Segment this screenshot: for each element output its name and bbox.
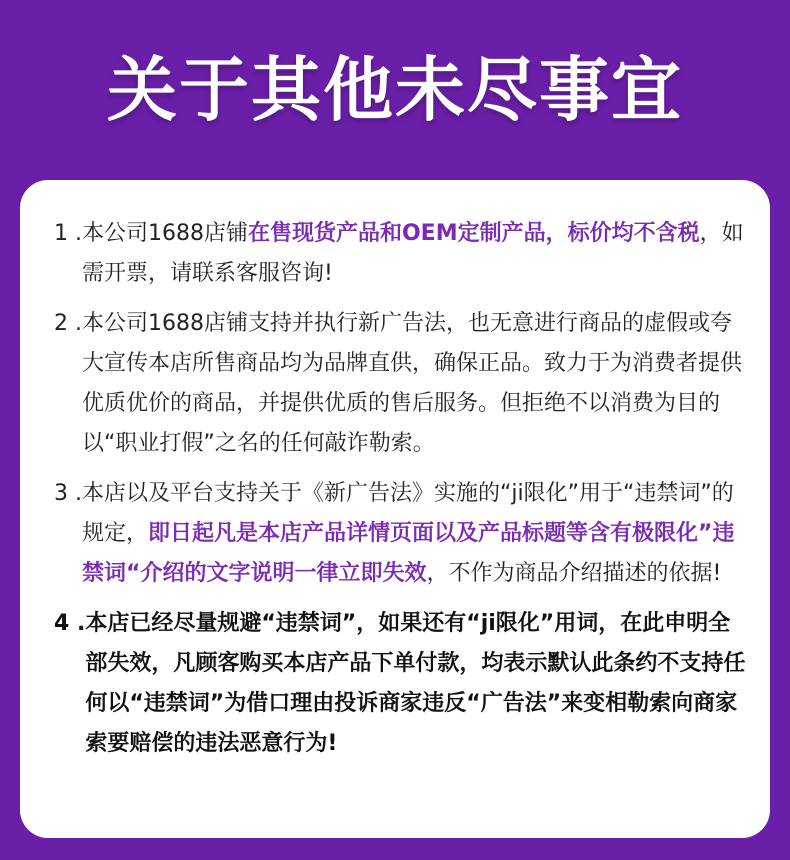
item-text-part: 本公司1688店铺 bbox=[81, 221, 248, 246]
item-number: 4 . bbox=[54, 611, 86, 636]
item-highlight-text: 即日起凡是本店产品详情页面以及产品标题等含有极限化”违禁词“介绍的文字说明一律立即失效 bbox=[81, 521, 735, 586]
item-text-part: ，如需开票，请联系客服咨询! bbox=[81, 221, 744, 286]
item-text-part: 本公司1688店铺支持并执行新广告法，也无意进行商品的虚假或夸大宣传本店所售商品均为品牌直供，确保正品。致力于为消费者提供优质优价的商品，并提供优质的售后服务。但拒绝不以消费为目的以“职业打假”之名的任何敲诈勒索。 bbox=[81, 311, 742, 456]
page-title: 关于其他未尽事宜 bbox=[107, 49, 683, 131]
item-number: 2 . bbox=[54, 311, 82, 336]
item-text-part: 本店以及平台支持关于《新广告法》实施的“ji限化”用于“违禁词”的规定， bbox=[81, 481, 734, 546]
item-text-part: 本店已经尽量规避“违禁词”，如果还有“ji限化”用词，在此申明全部失效，凡顾客购买本店产品下单付款，均表示默认此条约不支持任何以“违禁词”为借口理由投诉商家违反“广告法”来变相勒索向商家索要赔偿的违法恶意行为! bbox=[85, 611, 746, 756]
item-text bbox=[85, 604, 748, 764]
notice-item-3 bbox=[54, 474, 748, 594]
item-text bbox=[82, 304, 748, 464]
notice-item-4 bbox=[54, 604, 748, 764]
item-highlight-text: 在售现货产品和OEM定制产品，标价均不含税 bbox=[247, 221, 700, 246]
item-number: 1 . bbox=[54, 221, 82, 246]
notice-card bbox=[20, 180, 770, 838]
notice-item-1 bbox=[54, 214, 748, 294]
item-text bbox=[82, 214, 748, 294]
item-number: 3 . bbox=[54, 481, 82, 506]
item-text bbox=[82, 474, 748, 594]
item-text-part: ，不作为商品介绍描述的依据! bbox=[426, 561, 722, 586]
notice-item-2 bbox=[54, 304, 748, 464]
